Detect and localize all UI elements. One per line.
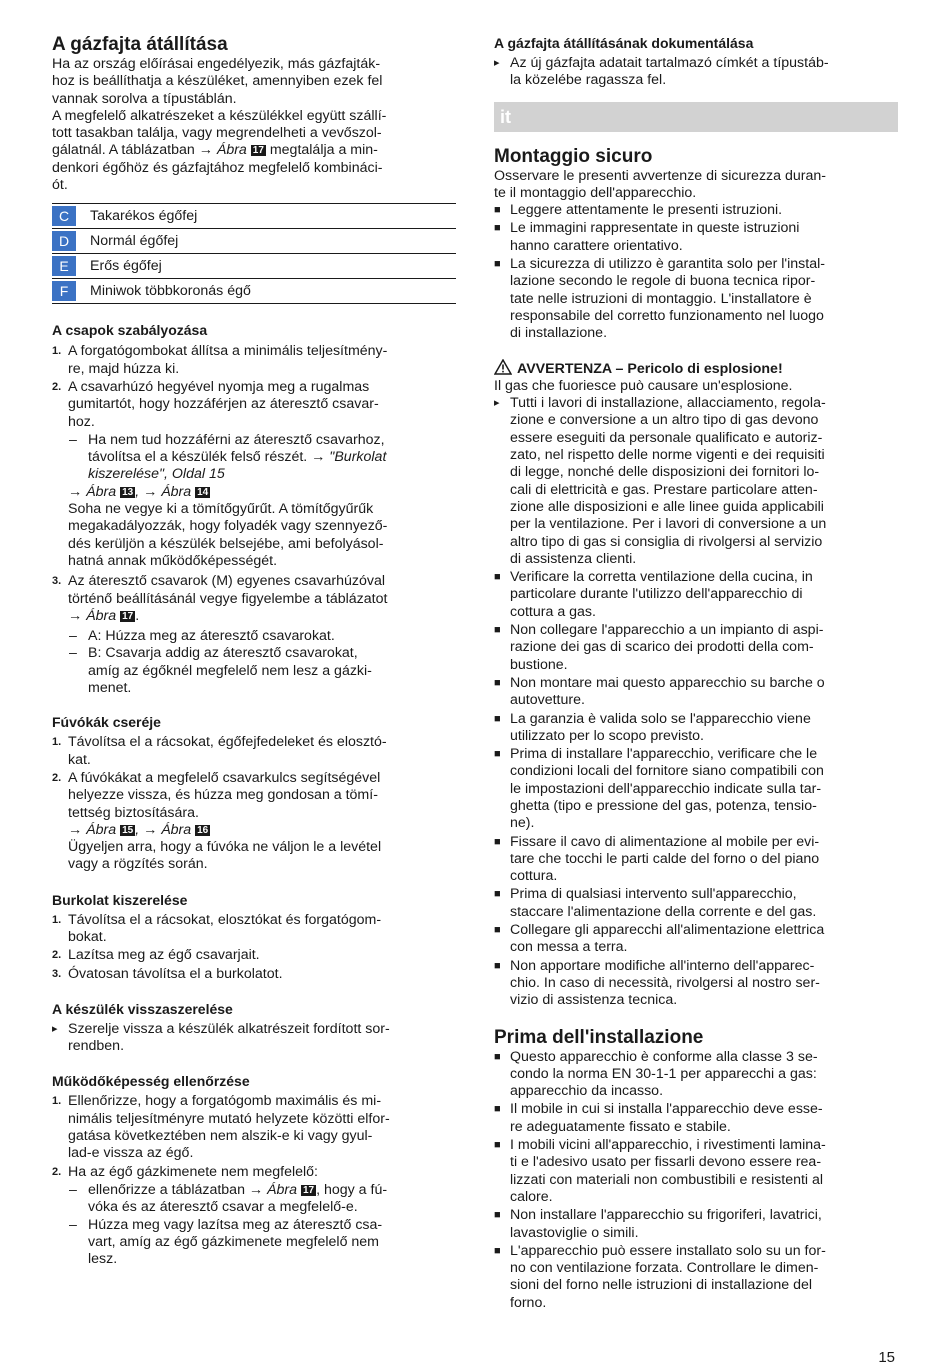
text-line: Soha ne vegye ki a tömítőgyűrűt. A tömítőgyűrűk bbox=[68, 501, 374, 518]
text-line: ne). bbox=[510, 815, 535, 832]
burner-letter-badge: E bbox=[52, 256, 76, 276]
text-line: vannak sorolva a típustáblán. bbox=[52, 90, 237, 107]
text-line: lesz. bbox=[88, 1251, 118, 1268]
figure-ref-link[interactable]: → Ábra bbox=[68, 607, 117, 624]
list-item bbox=[52, 770, 456, 874]
text-line: A fúvókákat a megfelelő csavarkulcs segítségével bbox=[68, 769, 381, 786]
figure-ref-link[interactable]: → Ábra bbox=[68, 483, 117, 500]
text-line: helyezze vissza, és húzza meg gondosan a tömí- bbox=[68, 787, 378, 804]
square-bullet: ■ bbox=[494, 1050, 501, 1063]
text-line: Szerelje vissza a készülék alkatrészeit fordított sor- bbox=[68, 1020, 390, 1037]
step-number: 3. bbox=[52, 967, 62, 980]
page-ref-link[interactable]: → "Burkolat bbox=[311, 449, 387, 466]
text-line: A: Húzza meg az áteresztő csavarokat. bbox=[88, 628, 335, 645]
text-line: Le immagini rappresentate in queste istruzioni bbox=[510, 220, 800, 237]
sub-list-item bbox=[52, 1182, 456, 1217]
square-bullet: ■ bbox=[494, 204, 501, 217]
section-title-gas-conversion: A gázfajta átállítása bbox=[52, 34, 228, 55]
text-line bbox=[88, 1182, 456, 1199]
step-number: 1. bbox=[52, 345, 62, 358]
list-item bbox=[494, 958, 898, 1010]
figure-badge: 17 bbox=[252, 145, 264, 157]
text-line: Lazítsa meg az égő csavarjait. bbox=[68, 947, 260, 964]
list-item bbox=[52, 947, 456, 964]
text-line: amíg az égőknél megfelelő nem lesz a gázki- bbox=[88, 662, 372, 679]
text-line: zato, nel rispetto delle norme vigenti e dei requisiti bbox=[510, 447, 825, 464]
figure-badge: 16 bbox=[197, 824, 209, 836]
list-item bbox=[494, 1243, 898, 1312]
text-line: altro tipo di gas si consiglia di rivolgersi al servizio bbox=[510, 533, 823, 550]
list-item bbox=[494, 675, 898, 710]
seal-note bbox=[52, 501, 456, 570]
list-item bbox=[494, 395, 898, 568]
list-item bbox=[494, 256, 898, 342]
text-line: condo la norma EN 30-1-1 per apparecchi a gas: bbox=[510, 1065, 817, 1082]
table-row bbox=[52, 229, 456, 254]
warning-text: Il gas che fuoriesce può causare un'esplosione. bbox=[494, 377, 793, 394]
text-line: responsabile del corretto funzionamento nel luogo bbox=[510, 307, 824, 324]
figure-ref-link[interactable]: Ábra bbox=[267, 1181, 297, 1198]
text-line: Collegare gli apparecchi all'alimentazione elettrica bbox=[510, 922, 825, 939]
list-item bbox=[494, 1137, 898, 1206]
language-band bbox=[494, 102, 898, 132]
burner-label: Erős égőfej bbox=[90, 258, 162, 275]
text-line: Húzza meg vagy lazítsa meg az áteresztő csa- bbox=[88, 1216, 383, 1233]
heading-nozzle-replacement: Fúvókák cseréje bbox=[52, 714, 161, 731]
figure-badge: 14 bbox=[197, 486, 209, 498]
text-line: Prima di installare l'apparecchio, verificare che le bbox=[510, 746, 818, 763]
list-item bbox=[494, 834, 898, 886]
sub-list-item bbox=[52, 1217, 456, 1269]
text-line: Óvatosan távolítsa el a burkolatot. bbox=[68, 965, 283, 982]
square-bullet: ■ bbox=[494, 835, 501, 848]
text-line: vagy a rögzítés során. bbox=[68, 856, 208, 873]
text-line: vart, amíg az égő gázkimenete megfelelő nem bbox=[88, 1233, 379, 1250]
step-number: 3. bbox=[52, 575, 62, 588]
dash-marker: – bbox=[69, 628, 77, 645]
list-item bbox=[52, 1164, 456, 1181]
list-item bbox=[52, 966, 456, 983]
text-line: utilizzato per lo scopo previsto. bbox=[510, 727, 704, 744]
text-line: calore. bbox=[510, 1188, 553, 1205]
square-bullet: ■ bbox=[494, 748, 501, 761]
step-number: 1. bbox=[52, 736, 62, 749]
text-line: Távolítsa el a rácsokat, elosztókat és forgatógom- bbox=[68, 911, 382, 928]
figure-badge: 17 bbox=[122, 610, 134, 622]
text-line: di assistenza clienti. bbox=[510, 550, 637, 567]
text-line: A csavarhúzó hegyével nyomja meg a rugalmas bbox=[68, 378, 370, 395]
list-item bbox=[494, 1049, 898, 1101]
text-line: B: Csavarja addig az áteresztő csavarokat, bbox=[88, 645, 358, 662]
text-line: Ha az ország előírásai engedélyezik, más gázfajták- bbox=[52, 56, 381, 72]
heading-reassembly: A készülék visszaszerelése bbox=[52, 1000, 233, 1017]
text-line: hoz is beállíthatja a készüléket, amennyiben ezek fel bbox=[52, 73, 383, 90]
list-item bbox=[494, 569, 898, 621]
list-item bbox=[494, 220, 898, 255]
step-number: 2. bbox=[52, 949, 62, 962]
text-line: con messa a terra. bbox=[510, 939, 628, 956]
arrow-marker: ▸ bbox=[494, 57, 500, 69]
text-line: Ha az égő gázkimenete nem megfelelő: bbox=[68, 1163, 318, 1180]
square-bullet: ■ bbox=[494, 676, 501, 689]
square-bullet: ■ bbox=[494, 1139, 501, 1152]
table-row bbox=[52, 204, 456, 229]
square-bullet: ■ bbox=[494, 624, 501, 637]
text-line: staccare l'alimentazione della corrente e del gas. bbox=[510, 903, 817, 920]
warning-title bbox=[494, 359, 898, 378]
text-line: A megfelelő alkatrészeket a készülékkel együtt szállí- bbox=[52, 107, 387, 124]
figure-ref-link[interactable]: → Ábra bbox=[68, 821, 117, 838]
text-line: vizio di assistenza tecnica. bbox=[510, 992, 678, 1009]
text: távolítsa el a készülék felső részét. bbox=[88, 449, 312, 466]
text-line: bokat. bbox=[68, 928, 107, 945]
sub-list-item bbox=[52, 432, 456, 484]
square-bullet: ■ bbox=[494, 1244, 501, 1257]
table-row bbox=[52, 254, 456, 279]
figure-ref-link[interactable]: , → Ábra bbox=[135, 483, 192, 500]
text-line: La garanzia è valida solo se l'apparecchio viene bbox=[510, 710, 811, 727]
text-line: Az új gázfajta adatait tartalmazó címkét a típustáb- bbox=[510, 55, 829, 71]
dash-marker: – bbox=[69, 645, 77, 662]
burner-table bbox=[52, 203, 456, 304]
burner-letter-badge: C bbox=[52, 206, 76, 226]
list-item bbox=[494, 622, 898, 674]
text-line: tate nelle istruzioni di montaggio. L'installatore è bbox=[510, 290, 812, 307]
text-line: di legge, nonché delle disposizioni dei fornitori lo- bbox=[510, 464, 820, 481]
text-line: ghetta (tipo e pressione del gas, potenza, tensio- bbox=[510, 797, 817, 814]
text-line: lad-e vissza az égő. bbox=[68, 1145, 194, 1162]
text-line: hatná annak működőképességét. bbox=[68, 552, 278, 569]
table-row bbox=[52, 279, 456, 304]
text-line: Távolítsa el a rácsokat, égőfejfedeleket és elosztó- bbox=[68, 734, 387, 751]
square-bullet: ■ bbox=[494, 258, 501, 271]
text-line: Tutti i lavori di installazione, allacciamento, regola- bbox=[510, 395, 826, 412]
text-line: condizioni locali del fornitore siano compatibili con bbox=[510, 763, 824, 780]
text-line: Non montare mai questo apparecchio su barche o bbox=[510, 674, 825, 691]
text-line: bustione. bbox=[510, 656, 568, 673]
text-line: megakadályozzák, hogy folyadék vagy szennyező- bbox=[68, 518, 388, 535]
figure-badge: 13 bbox=[122, 486, 134, 498]
step-number: 1. bbox=[52, 1095, 62, 1108]
list-item bbox=[494, 1101, 898, 1136]
text-line: zione alle disposizioni e alle linee guida applicabili bbox=[510, 498, 824, 515]
figure-refs bbox=[68, 822, 456, 839]
sub-list-item bbox=[52, 645, 456, 697]
warning-title-text: AVVERTENZA – Pericolo di esplosione! bbox=[517, 360, 783, 377]
page-ref-link[interactable]: kiszerelése", Oldal 15 bbox=[88, 466, 225, 483]
text-line: I mobili vicini all'apparecchio, i rivestimenti lamina- bbox=[510, 1137, 826, 1154]
figure-badge: 15 bbox=[122, 824, 134, 836]
list-item bbox=[52, 912, 456, 947]
burner-letter-badge: D bbox=[52, 231, 76, 251]
text-line: Ha nem tud hozzáférni az áteresztő csavarhoz, bbox=[88, 431, 385, 448]
text-line: dés kerüljön a készülék belsejébe, ami befolyásol- bbox=[68, 535, 384, 552]
text-line: apparecchio da incasso. bbox=[510, 1083, 664, 1100]
text: , hogy a fú- bbox=[316, 1181, 388, 1198]
section-title-safe-installation: Montaggio sicuro bbox=[494, 145, 653, 167]
intro-paragraph bbox=[52, 56, 456, 194]
square-bullet: ■ bbox=[494, 222, 501, 235]
arrow-marker: ▸ bbox=[52, 1022, 58, 1035]
text-line: gatása következtében nem alszik-e ki vagy gyul- bbox=[68, 1128, 373, 1145]
sub-list-item bbox=[52, 628, 456, 645]
text-line: cottura a gas. bbox=[510, 603, 596, 620]
text-line: cali di elettricità e gas. Prestare particolare atten- bbox=[510, 481, 818, 498]
square-bullet: ■ bbox=[494, 1103, 501, 1116]
text-line: La sicurezza di utilizzo è garantita solo per l'instal- bbox=[510, 256, 825, 273]
text-line: L'apparecchio può essere installato solo su un for- bbox=[510, 1242, 826, 1259]
list-item bbox=[494, 886, 898, 921]
figure-ref-link[interactable]: , → Ábra bbox=[135, 821, 192, 838]
text-line: rendben. bbox=[68, 1038, 125, 1055]
burner-label: Normál égőfej bbox=[90, 233, 179, 250]
step-number: 1. bbox=[52, 913, 62, 926]
text-line-with-figure-ref bbox=[52, 142, 456, 159]
text-line: tare che tocchi le parti calde del forno o del piano bbox=[510, 850, 820, 867]
square-bullet: ■ bbox=[494, 712, 501, 725]
text-line: razione dei gas di scarico dei prodotti della com- bbox=[510, 639, 814, 656]
heading-cover-removal: Burkolat kiszerelése bbox=[52, 891, 188, 908]
text-line: denkori égőhöz és gázfajtához megfelelő kombináci- bbox=[52, 159, 383, 176]
left-column bbox=[52, 34, 456, 1268]
text: ellenőrizze a táblázatban → bbox=[88, 1181, 268, 1198]
text: gálatnál. A táblázatban → bbox=[52, 142, 217, 159]
burner-label: Takarékos égőfej bbox=[90, 208, 198, 225]
text-line: gumitartót, hogy hozzáférjen az áteresztő csavar- bbox=[68, 396, 379, 413]
figure-refs: → Ábra 17 . bbox=[68, 607, 140, 624]
list-item bbox=[52, 343, 456, 378]
text-line: történő beállításánál vegye figyelembe a táblázatot bbox=[68, 590, 388, 607]
square-bullet: ■ bbox=[494, 959, 501, 972]
text-line: particolare durante l'utilizzo dell'apparecchio di bbox=[510, 586, 803, 603]
text-line: te il montaggio dell'apparecchio. bbox=[494, 184, 697, 201]
text-line: zione e conversione a un altro tipo di gas devono bbox=[510, 412, 819, 429]
list-item bbox=[494, 711, 898, 746]
list-item bbox=[52, 1021, 456, 1056]
list-item bbox=[52, 1093, 456, 1162]
text-line: chio. In caso di necessità, rivolgersi al nostro ser- bbox=[510, 974, 820, 991]
text-line: menet. bbox=[88, 680, 132, 697]
text-line: autovetture. bbox=[510, 692, 585, 709]
text-line: cottura. bbox=[510, 868, 558, 885]
text-line: Non installare l'apparecchio su frigoriferi, lavatrici, bbox=[510, 1207, 822, 1224]
text-line: Ellenőrizze, hogy a forgatógomb maximális és mi- bbox=[68, 1093, 382, 1110]
text-line: la közelébe ragassza fel. bbox=[510, 72, 667, 89]
heading-conversion-documentation: A gázfajta átállításának dokumentálása bbox=[494, 35, 754, 51]
text-line: essere eseguiti da personale qualificato e autoriz- bbox=[510, 429, 823, 446]
text-line: lizzati con materiali non combustibili e resistenti al bbox=[510, 1171, 824, 1188]
text-line: Il mobile in cui si installa l'apparecchio deve esse- bbox=[510, 1101, 823, 1118]
list-item bbox=[494, 55, 898, 90]
text-line: re, majd húzza ki. bbox=[68, 360, 180, 377]
text-line: tettség biztosítására. bbox=[68, 804, 199, 821]
step-number: 2. bbox=[52, 771, 62, 784]
text-line: kat. bbox=[68, 751, 91, 768]
text-line: le impostazioni dell'apparecchio indicate sulla tar- bbox=[510, 780, 822, 797]
text-line: per la ventilazione. Per i lavori di conversione a un bbox=[510, 516, 827, 533]
text-line: hanno carattere orientativo. bbox=[510, 237, 683, 254]
heading-function-check: Működőképesség ellenőrzése bbox=[52, 1073, 250, 1090]
list-item bbox=[494, 202, 898, 219]
text-line: vóka és az áteresztő csavar a megfelelő-e. bbox=[88, 1199, 358, 1216]
text-line: Non collegare l'apparecchio a un impianto di aspi- bbox=[510, 622, 824, 639]
text-line: Az áteresztő csavarok (M) egyenes csavarhúzóval bbox=[68, 573, 385, 590]
square-bullet: ■ bbox=[494, 888, 501, 901]
warning-triangle-icon bbox=[494, 359, 512, 375]
text-line: re adeguatamente fissato e stabile. bbox=[510, 1118, 731, 1135]
list-item bbox=[494, 1207, 898, 1242]
dash-marker: – bbox=[69, 1216, 77, 1233]
text-line: Verificare la corretta ventilazione della cucina, in bbox=[510, 569, 813, 586]
square-bullet: ■ bbox=[494, 571, 501, 584]
text-line: Ügyeljen arra, hogy a fúvóka ne váljon le a levétel bbox=[68, 839, 382, 856]
right-column bbox=[494, 34, 898, 1313]
text-line: Leggere attentamente le presenti istruzioni. bbox=[510, 202, 783, 219]
arrow-marker: ▸ bbox=[494, 397, 500, 410]
heading-tap-adjustment: A csapok szabályozása bbox=[52, 322, 208, 339]
list-item bbox=[52, 379, 456, 431]
page-number: 15 bbox=[878, 1349, 895, 1366]
text-line: no con ventilazione forzata. Controllare le dimen- bbox=[510, 1260, 819, 1277]
text-line: nimális teljesítményre mutató helyzete közötti elfor- bbox=[68, 1110, 390, 1127]
text-line: Fissare il cavo di alimentazione al mobile per evi- bbox=[510, 833, 820, 850]
list-item bbox=[494, 746, 898, 832]
text-line: forno. bbox=[510, 1294, 547, 1311]
text-line: tott tasakban találja, vagy megrendelheti a vevőszol- bbox=[52, 125, 382, 142]
text-line: di installazione. bbox=[510, 325, 608, 342]
square-bullet: ■ bbox=[494, 1209, 501, 1222]
text-line: Questo apparecchio è conforme alla classe 3 se- bbox=[510, 1048, 818, 1065]
step-number: 2. bbox=[52, 380, 62, 393]
text-line: Osservare le presenti avvertenze di sicurezza duran- bbox=[494, 167, 826, 184]
square-bullet: ■ bbox=[494, 924, 501, 937]
burner-letter-badge: F bbox=[52, 281, 76, 301]
list-item bbox=[52, 734, 456, 769]
figure-refs bbox=[52, 484, 456, 501]
section-title-before-installation: Prima dell'installazione bbox=[494, 1026, 704, 1048]
dash-marker: – bbox=[69, 1181, 77, 1198]
text-line: hoz. bbox=[68, 413, 95, 430]
text-line: A forgatógombokat állítsa a minimális teljesítmény- bbox=[68, 343, 388, 360]
text-line: ót. bbox=[52, 177, 68, 194]
figure-ref-link[interactable]: Ábra bbox=[216, 142, 247, 159]
text-line: lavastoviglie o simili. bbox=[510, 1224, 639, 1241]
text-line: ti e l'adesivo usato per fissarli devono essere rea- bbox=[510, 1154, 822, 1171]
language-code: it bbox=[500, 106, 511, 127]
list-item bbox=[52, 573, 456, 625]
step-number: 2. bbox=[52, 1165, 62, 1178]
text-line: Prima di qualsiasi intervento sull'apparecchio, bbox=[510, 886, 797, 903]
text-line bbox=[88, 449, 456, 466]
burner-label: Miniwok többkoronás égő bbox=[90, 283, 251, 300]
dash-marker: – bbox=[69, 431, 77, 448]
text-line: lazione secondo le regole di buona tecnica ripor- bbox=[510, 273, 816, 290]
figure-badge: 17 bbox=[302, 1184, 315, 1196]
text-line: Non apportare modifiche all'interno dell'apparec- bbox=[510, 957, 815, 974]
list-item bbox=[494, 922, 898, 957]
text: megtalálja a min- bbox=[265, 142, 378, 159]
text-line: sioni del forno nelle istruzioni di installazione del bbox=[510, 1277, 813, 1294]
